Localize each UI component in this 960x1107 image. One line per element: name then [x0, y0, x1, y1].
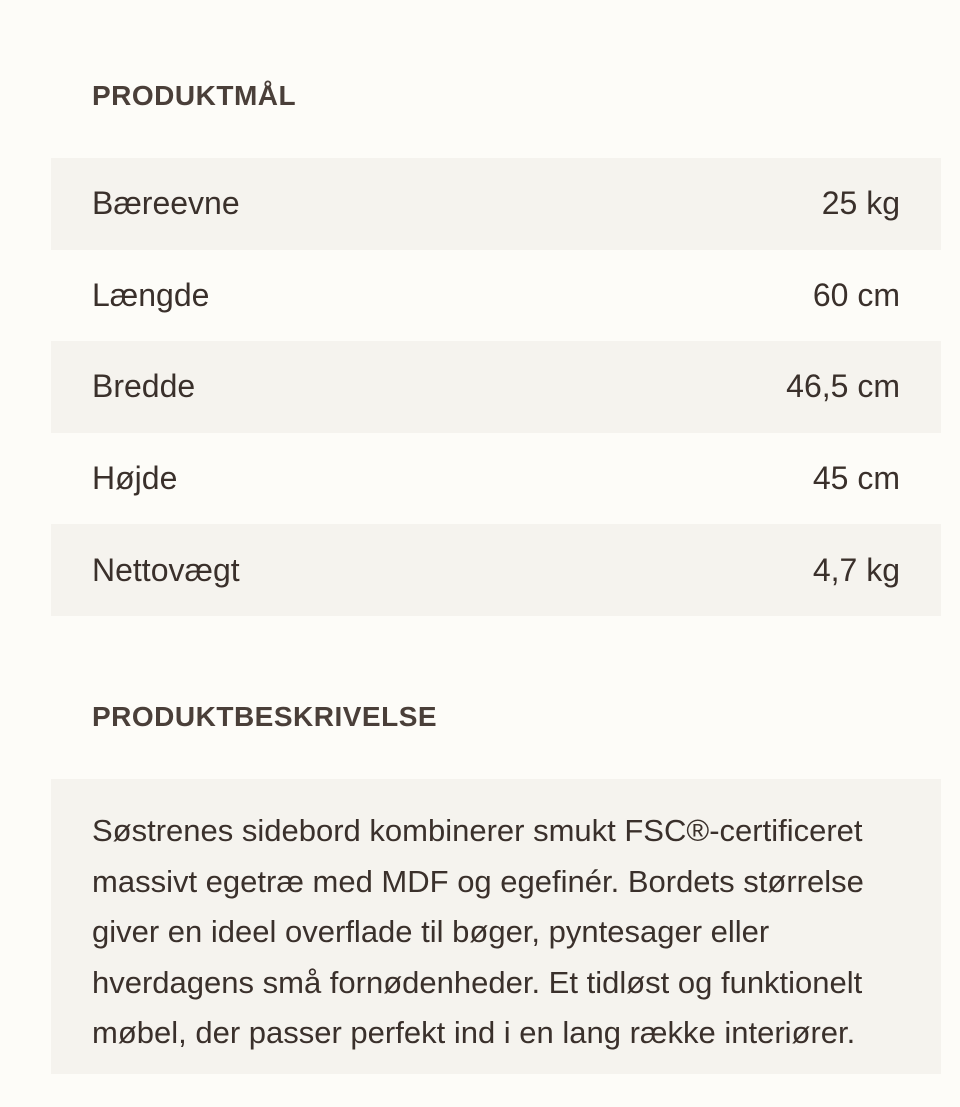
spec-row-net-weight [51, 524, 941, 616]
dimensions-table [51, 158, 941, 616]
spec-label: Højde [92, 460, 178, 497]
description-text: Søstrenes sidebord kombinerer smukt FSC®-certificeret massivt egetræ med MDF og egefinér. Bordets størrelse giver en ideel overflade til bøger, pyntesager eller hverdagens små fornødenheder. Et tidløst og funktionelt møbel, der passer perfekt ind i en lang række interiører. [92, 813, 864, 1050]
spec-value: 4,7 kg [812, 551, 900, 588]
spec-row-height [51, 433, 941, 525]
spec-value: 25 kg [821, 185, 900, 222]
dimensions-heading: PRODUKTMÅL [92, 80, 297, 111]
spec-value: 45 cm [812, 460, 900, 497]
spec-label: Længde [92, 276, 210, 313]
spec-row-length [51, 250, 941, 342]
spec-value: 60 cm [812, 276, 900, 313]
spec-value: 46,5 cm [786, 368, 900, 405]
spec-row-width [51, 341, 941, 433]
spec-label: Bredde [92, 368, 196, 405]
spec-row-capacity [51, 158, 941, 250]
description-heading: PRODUKTBESKRIVELSE [92, 701, 438, 732]
description-box [51, 779, 941, 1074]
spec-label: Nettovægt [92, 551, 240, 588]
spec-label: Bæreevne [92, 185, 240, 222]
